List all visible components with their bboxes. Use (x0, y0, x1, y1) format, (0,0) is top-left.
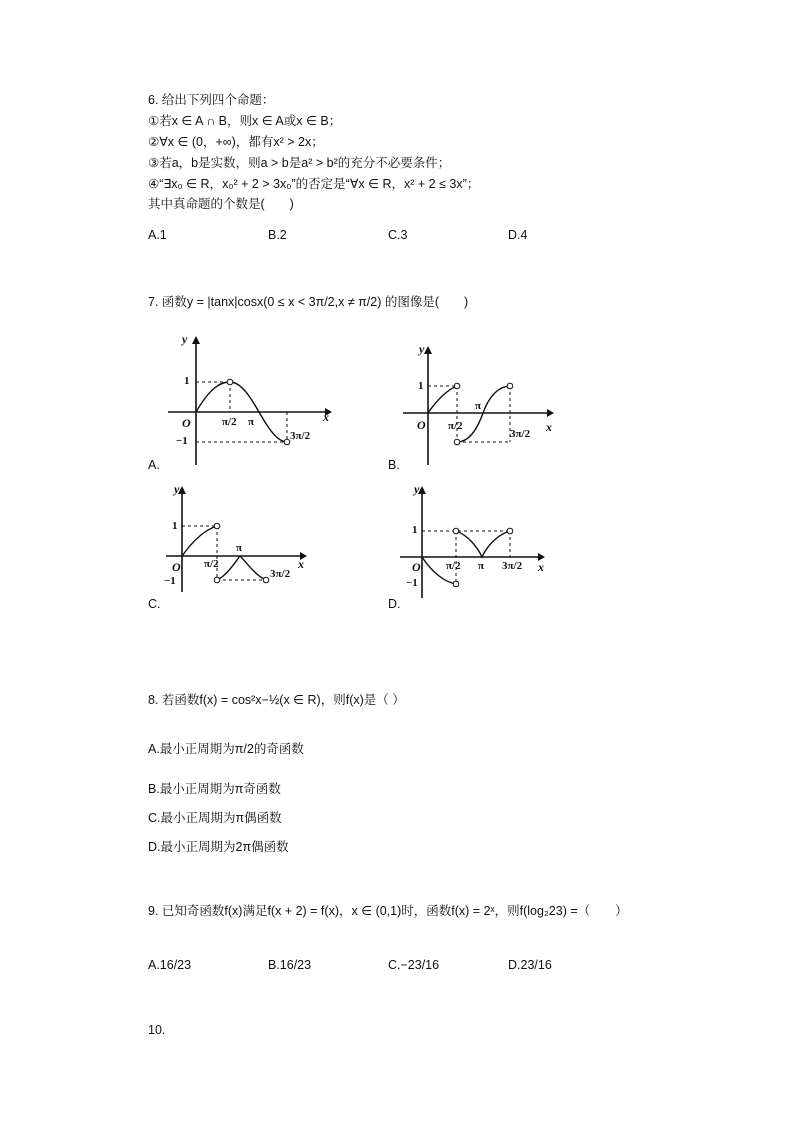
q6-option-b: B.2 (268, 228, 287, 242)
q7-option-d: D. (388, 597, 401, 611)
graph-b-y-label: y (419, 342, 425, 356)
graph-b-x-label: x (546, 420, 552, 434)
graph-d-y-label: y (414, 482, 420, 496)
graph-b-pi: π (475, 400, 482, 412)
graph-a-x-label: x (323, 410, 329, 424)
graph-c-y-label: y (174, 482, 180, 496)
q6-item-4: ④“∃x₀ ∈ R，x₀² + 2 > 3x₀”的否定是“∀x ∈ R，x² + 2 ≤ 3x”； (148, 177, 480, 191)
graph-a-svg (160, 330, 340, 470)
graph-a-one: 1 (184, 375, 190, 387)
graph-c-half-pi: π/2 (204, 558, 219, 570)
graph-c-pi: π (236, 542, 243, 554)
q6-option-a: A.1 (148, 228, 167, 242)
q9-option-b: B.16/23 (268, 958, 312, 972)
q10-stem: 10. (148, 1023, 166, 1037)
q9-option-a: A.16/23 (148, 958, 192, 972)
graph-c-neg-one: −1 (164, 575, 176, 587)
graph-b-half-pi: π/2 (448, 420, 463, 432)
q8-option-c: C.最小正周期为π偶函数 (148, 811, 282, 825)
q6-item-2: ②∀x ∈ (0，+∞)，都有x² > 2x； (148, 135, 324, 149)
q7-option-c: C. (148, 597, 161, 611)
q6-item-1: ①若x ∈ A ∩ B，则x ∈ A或x ∈ B； (148, 114, 342, 128)
q7-option-b: B. (388, 458, 400, 472)
graph-c (160, 480, 320, 595)
graph-c-one: 1 (172, 520, 178, 532)
q8-option-d: D.最小正周期为2π偶函数 (148, 840, 289, 854)
graph-a-neg-one: −1 (176, 435, 188, 447)
graph-d-neg-one: −1 (406, 577, 418, 589)
graph-a-half-pi: π/2 (222, 416, 237, 428)
q7-stem: 7. 函数y = |tanx|cosx(0 ≤ x < 3π/2,x ≠ π/2) 的图像是( ) (148, 295, 469, 309)
q9-stem: 9. 已知奇函数f(x)满足f(x + 2) = f(x)，x ∈ (0,1)时，函数f(x) = 2ˣ，则f(log₂23) =（ ） (148, 904, 628, 918)
graph-b-one: 1 (418, 380, 424, 392)
graph-a-y-label: y (182, 332, 188, 346)
graph-a-three-half-pi: 3π/2 (290, 430, 311, 442)
graph-d-three-half-pi: 3π/2 (502, 560, 523, 572)
graph-c-three-half-pi: 3π/2 (270, 568, 291, 580)
graph-a-origin: O (182, 416, 191, 430)
graph-c-origin: O (172, 560, 181, 574)
q8-option-a: A.最小正周期为π/2的奇函数 (148, 742, 304, 756)
graph-b (395, 340, 565, 470)
graph-c-svg (160, 480, 320, 595)
graph-d (392, 480, 557, 600)
graph-d-origin: O (412, 560, 421, 574)
q7-option-a: A. (148, 458, 160, 472)
graph-c-x-label: x (298, 557, 304, 571)
graph-d-x-label: x (538, 560, 544, 574)
q6-stem: 6. 给出下列四个命题： (148, 93, 275, 107)
q6-option-c: C.3 (388, 228, 408, 242)
graph-d-pi: π (478, 560, 485, 572)
q8-option-b: B.最小正周期为π奇函数 (148, 782, 281, 796)
q9-option-d: D.23/16 (508, 958, 552, 972)
graph-b-three-half-pi: 3π/2 (510, 428, 531, 440)
q6-item-3: ③若a，b是实数，则a > b是a² > b²的充分不必要条件； (148, 156, 451, 170)
graph-a (160, 330, 340, 470)
graph-d-one: 1 (412, 524, 418, 536)
graph-d-half-pi: π/2 (446, 560, 461, 572)
q8-stem: 8. 若函数f(x) = cos²x−½(x ∈ R)，则f(x)是（ ） (148, 693, 405, 707)
graph-a-pi: π (248, 416, 255, 428)
q6-option-d: D.4 (508, 228, 528, 242)
graph-b-origin: O (417, 418, 426, 432)
q6-ask: 其中真命题的个数是( ) (148, 197, 294, 211)
q9-option-c: C.−23/16 (388, 958, 440, 972)
